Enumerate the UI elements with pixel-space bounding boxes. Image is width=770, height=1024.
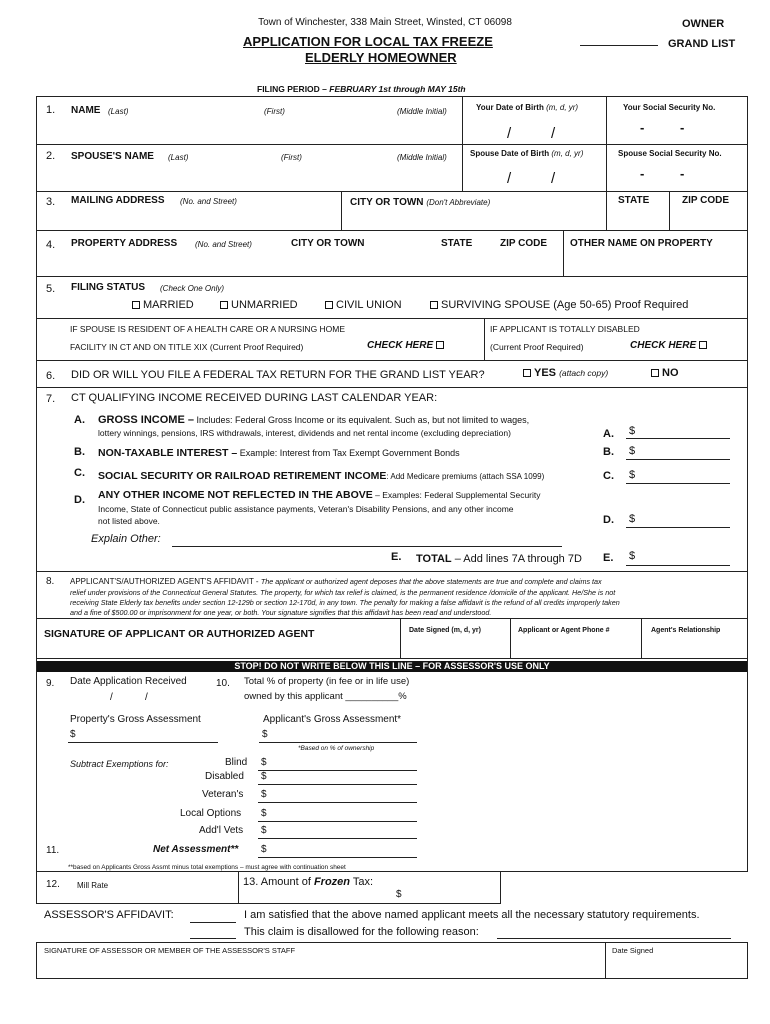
row5-num: 5. [46, 283, 56, 295]
filing-status-label: FILING STATUS [71, 282, 146, 293]
spouse-dob-label [470, 149, 583, 158]
row7-num: 7. [46, 393, 56, 405]
status-married[interactable] [132, 299, 194, 311]
affidavit-line3: receiving State Elderly tax benefits under section 12-129b or section 12-170d, in any town. The penalty for making a false affidavit is the refund of all credits improperly taken [70, 598, 620, 607]
name-last-hint: (Last) [108, 107, 129, 116]
income-a-text1: Includes: Federal Gross Income or its equivalent. Such as, but not limited to wages, [196, 415, 530, 425]
applicant-gross-field[interactable] [259, 742, 417, 743]
income-d-text1: – Examples: Federal Supplemental Security [375, 490, 541, 500]
income-a-title: GROSS INCOME – [98, 414, 194, 426]
spouse-dob-label-text: Spouse Date of Birth [470, 149, 550, 158]
income-e-line [416, 553, 582, 565]
married-checkbox[interactable] [132, 301, 140, 309]
civil-union-label: CIVIL UNION [336, 299, 402, 311]
dob-slash-1: / [507, 125, 512, 142]
form-subtitle: ELDERLY HOMEOWNER [305, 50, 457, 65]
income-e-text: – Add lines 7A through 7D [454, 553, 582, 565]
civil-union-checkbox[interactable] [325, 301, 333, 309]
assessor-approve-field[interactable] [190, 922, 236, 923]
frozen-tax-dollar: $ [396, 889, 402, 900]
assessor-affidavit-disallow: This claim is disallowed for the following reason: [244, 926, 479, 938]
dob-slash-2: / [551, 125, 556, 142]
income-a-line1 [98, 414, 529, 426]
applicant-date-signed: Date Signed (m, d, yr) [409, 627, 481, 634]
property-state-label: STATE [441, 238, 473, 249]
mill-rate-label: Mill Rate [77, 881, 109, 890]
name-first-hint: (First) [264, 107, 285, 116]
local-options-label: Local Options [180, 808, 242, 819]
grand-list-label: GRAND LIST [668, 38, 736, 50]
amount-a-field[interactable] [626, 438, 730, 439]
item10-num: 10. [216, 678, 230, 689]
frozen-tax-prefix: Amount of [260, 876, 314, 888]
affidavit-line1 [70, 577, 602, 586]
assessor-affidavit-approve: I am satisfied that the above named applicant meets all the necessary statutory requirements. [244, 909, 700, 921]
income-b-text: Example: Interest from Tax Exempt Government Bonds [239, 448, 460, 458]
amount-b-dollar: $ [629, 445, 636, 457]
town-address [0, 17, 770, 28]
mailing-city-label [350, 197, 490, 208]
left-border [36, 96, 37, 658]
net-assessment-dollar: $ [261, 844, 267, 855]
amount-c-dollar: $ [629, 469, 636, 481]
status-civil-union[interactable] [325, 299, 402, 311]
amount-e-letter: E. [603, 552, 614, 564]
income-e-title: TOTAL [416, 553, 452, 565]
frozen-tax-label [243, 876, 373, 888]
frozen-tax-suffix: Tax: [350, 876, 374, 888]
assessor-use-banner-text: STOP! DO NOT WRITE BELOW THIS LINE – FOR ASSESSOR'S USE ONLY [234, 661, 550, 671]
spouse-last-hint: (Last) [168, 153, 189, 162]
assessor-disallow-field[interactable] [190, 938, 236, 939]
spouse-ssn-label: Spouse Social Security No. [618, 149, 722, 158]
spouse-first-hint: (First) [281, 153, 302, 162]
income-d-title: ANY OTHER INCOME NOT REFLECTED IN THE ABOVE [98, 489, 373, 501]
local-options-dollar: $ [261, 808, 267, 819]
name-middle-hint: (Middle Initial) [397, 107, 447, 116]
income-b-title: NON-TAXABLE INTEREST – [98, 447, 238, 459]
health-care-check[interactable] [367, 340, 447, 351]
income-heading: CT QUALIFYING INCOME RECEIVED DURING LAST CALENDAR YEAR: [71, 392, 438, 404]
income-a-line2: lottery winnings, pensions, IRS withdrawals, interest, dividends and net rental income (excluding depreciation) [98, 428, 511, 438]
item9-num: 9. [46, 678, 55, 689]
town-address-text: Town of Winchester, 338 Main Street, Winsted, CT 06098 [258, 17, 512, 28]
addl-vets-label: Add'l Vets [199, 825, 244, 836]
income-d-line2: Income, State of Connecticut public assistance payments, Veteran's Disability Pensions, and any other income [98, 504, 514, 514]
affidavit-line2: relief under provisions of the Connecticut General Statutes. The property, for which tax relief is claimed, is the permanent residence /domicile of the applicant. He/She is not [70, 588, 616, 597]
blind-label: Blind [225, 757, 248, 768]
federal-attach-hint: (attach copy) [559, 368, 609, 378]
grand-list-line[interactable] [580, 45, 658, 46]
spouse-dob-slash-1: / [507, 170, 512, 187]
disallow-reason-field[interactable] [497, 938, 731, 939]
amount-e-dollar: $ [629, 550, 636, 562]
income-d-line3: not listed above. [98, 516, 160, 526]
applicant-phone: Applicant or Agent Phone # [518, 627, 610, 634]
federal-yes-label: YES [534, 367, 557, 379]
ownership-pct-line2: owned by this applicant __________% [244, 691, 407, 702]
disabled-field[interactable] [258, 784, 417, 785]
spouse-dob-format: (m, d, yr) [551, 149, 584, 158]
explain-other-line[interactable] [172, 546, 562, 547]
property-zip-label: ZIP CODE [500, 238, 548, 249]
disabled-label: Disabled [205, 771, 244, 782]
income-c-letter: C. [74, 467, 85, 479]
amount-d-letter: D. [603, 514, 614, 526]
property-address-hint: (No. and Street) [195, 240, 252, 249]
filing-status-hint: (Check One Only) [160, 284, 225, 293]
row6-num: 6. [46, 370, 56, 382]
addl-vets-field[interactable] [258, 838, 417, 839]
date-received-label: Date Application Received [70, 676, 187, 687]
filing-period-dates: FEBRUARY 1st through MAY 15th [329, 84, 466, 94]
affidavit-line4: and a fine of $500.00 or imprisonment for one year, or both. Your signature signifies that this affidavit has been read and understood. [70, 608, 492, 617]
spouse-ssn-dash-1: - [640, 166, 645, 181]
health-care-text-2: FACILITY IN CT AND ON TITLE XIX (Current Proof Required) [70, 342, 304, 352]
subtract-exemptions-label: Subtract Exemptions for: [70, 759, 169, 769]
row2-num: 2. [46, 150, 56, 162]
affidavit-title: APPLICANT'S/AUTHORIZED AGENT'S AFFIDAVIT - [70, 577, 259, 586]
income-c-line [98, 470, 544, 482]
amount-c-field[interactable] [626, 483, 730, 484]
disabled-check-label: CHECK HERE [630, 340, 697, 351]
mailing-state-label: STATE [618, 195, 650, 206]
applicant-gross-label: Applicant's Gross Assessment* [263, 714, 402, 725]
filing-period-prefix: FILING PERIOD – [257, 84, 330, 94]
income-c-text: : Add Medicare premiums (attach SSA 1099) [386, 472, 545, 481]
blind-field[interactable] [258, 770, 417, 771]
surviving-spouse-label: SURVIVING SPOUSE (Age 50-65) Proof Required [441, 299, 689, 311]
amount-b-field[interactable] [626, 459, 730, 460]
property-gross-field[interactable] [68, 742, 218, 743]
veterans-dollar: $ [261, 789, 267, 800]
mailing-zip-label: ZIP CODE [682, 195, 730, 206]
item11-num: 11. [46, 845, 60, 856]
amount-d-field[interactable] [626, 527, 730, 528]
federal-no[interactable] [651, 367, 679, 379]
assessor-affidavit-label: ASSESSOR'S AFFIDAVIT: [44, 909, 174, 921]
row1-num: 1. [46, 104, 56, 116]
date-received-slash-2: / [145, 692, 148, 703]
explain-other-label: Explain Other: [91, 533, 161, 545]
federal-return-question: DID OR WILL YOU FILE A FEDERAL TAX RETURN FOR THE GRAND LIST YEAR? [71, 369, 485, 381]
income-c-title: SOCIAL SECURITY OR RAILROAD RETIREMENT INCOME [98, 470, 387, 482]
item13-num: 13. [243, 876, 259, 888]
mailing-city-hint: (Don't Abbreviate) [426, 198, 491, 207]
disabled-dollar: $ [261, 771, 267, 782]
unmarried-checkbox[interactable] [220, 301, 228, 309]
item12-num: 12. [46, 879, 60, 890]
ownership-footnote: *Based on % of ownership [298, 745, 375, 752]
filing-period [257, 84, 466, 94]
other-name-label: OTHER NAME ON PROPERTY [570, 238, 713, 249]
net-assessment-field[interactable] [258, 857, 417, 858]
amount-c-letter: C. [603, 470, 614, 482]
spouse-middle-hint: (Middle Initial) [397, 153, 447, 162]
right-border [747, 96, 748, 658]
dob-label [476, 103, 578, 112]
date-received-slash-1: / [110, 692, 113, 703]
applicant-signature-label: SIGNATURE OF APPLICANT OR AUTHORIZED AGENT [44, 628, 315, 640]
dob-label-text: Your Date of Birth [476, 103, 544, 112]
health-care-check-label: CHECK HERE [367, 340, 434, 351]
married-label: MARRIED [143, 299, 194, 311]
disabled-text-2: (Current Proof Required) [490, 342, 584, 352]
disabled-checkbox[interactable] [699, 341, 707, 349]
federal-yes-checkbox[interactable] [523, 369, 531, 377]
veterans-label: Veteran's [202, 789, 244, 800]
assessor-use-banner [37, 661, 747, 672]
affidavit-text1: The applicant or authorized agent deposes that the above statements are true and complete and claims tax [260, 577, 602, 586]
property-address-label: PROPERTY ADDRESS [71, 238, 178, 249]
federal-yes[interactable] [523, 367, 608, 379]
applicant-gross-dollar: $ [262, 729, 268, 740]
form-title: APPLICATION FOR LOCAL TAX FREEZE [243, 34, 493, 49]
local-options-field[interactable] [258, 821, 417, 822]
row4-num: 4. [46, 239, 56, 251]
ssn-label: Your Social Security No. [623, 103, 716, 112]
frozen-tax-emphasis: Frozen [313, 876, 351, 888]
amount-a-letter: A. [603, 428, 614, 440]
row3-num: 3. [46, 196, 56, 208]
spouse-dob-slash-2: / [551, 170, 556, 187]
mailing-address-label: MAILING ADDRESS [71, 195, 165, 206]
health-care-checkbox[interactable] [436, 341, 444, 349]
veterans-field[interactable] [258, 802, 417, 803]
federal-no-label: NO [662, 367, 679, 379]
ownership-pct-line1: Total % of property (in fee or in life use) [244, 676, 410, 687]
assessor-date-signed: Date Signed [612, 946, 654, 955]
blind-dollar: $ [261, 757, 267, 768]
dob-format: (m, d, yr) [546, 103, 579, 112]
disabled-text-1: IF APPLICANT IS TOTALLY DISABLED [490, 324, 640, 334]
property-gross-label: Property's Gross Assessment [70, 714, 201, 725]
amount-a-dollar: $ [629, 425, 636, 437]
unmarried-label: UNMARRIED [231, 299, 298, 311]
income-d-letter: D. [74, 494, 85, 506]
income-e-letter: E. [391, 551, 402, 563]
assessor-signature-label: SIGNATURE OF ASSESSOR OR MEMBER OF THE ASSESSOR'S STAFF [44, 946, 296, 955]
spouse-ssn-dash-2: - [680, 166, 685, 181]
status-surviving-spouse[interactable] [430, 299, 688, 311]
addl-vets-dollar: $ [261, 825, 267, 836]
income-b-letter: B. [74, 446, 85, 458]
mailing-address-hint: (No. and Street) [180, 197, 237, 206]
ssn-dash-1: - [640, 120, 645, 135]
amount-d-dollar: $ [629, 513, 636, 525]
income-d-line1 [98, 489, 541, 501]
net-assessment-label: Net Assessment** [153, 844, 239, 855]
agent-relationship: Agent's Relationship [651, 627, 721, 634]
mailing-city-text: CITY OR TOWN [350, 197, 424, 208]
amount-e-field[interactable] [626, 565, 730, 566]
income-b-line [98, 447, 460, 459]
row8-num: 8. [46, 576, 55, 587]
disabled-check[interactable] [630, 340, 710, 351]
name-label: NAME [71, 105, 101, 116]
net-assessment-footnote: **based on Applicants Gross Assmt minus total exemptions – must agree with continuation sheet [68, 864, 346, 871]
federal-no-checkbox[interactable] [651, 369, 659, 377]
amount-b-letter: B. [603, 446, 614, 458]
income-a-letter: A. [74, 414, 85, 426]
owner-label: OWNER [682, 18, 725, 30]
health-care-text-1: IF SPOUSE IS RESIDENT OF A HEALTH CARE OR A NURSING HOME [70, 324, 346, 334]
surviving-spouse-checkbox[interactable] [430, 301, 438, 309]
ssn-dash-2: - [680, 120, 685, 135]
status-unmarried[interactable] [220, 299, 298, 311]
property-gross-dollar: $ [70, 729, 76, 740]
property-city-label: CITY OR TOWN [291, 238, 365, 249]
spouse-name-label: SPOUSE'S NAME [71, 151, 154, 162]
